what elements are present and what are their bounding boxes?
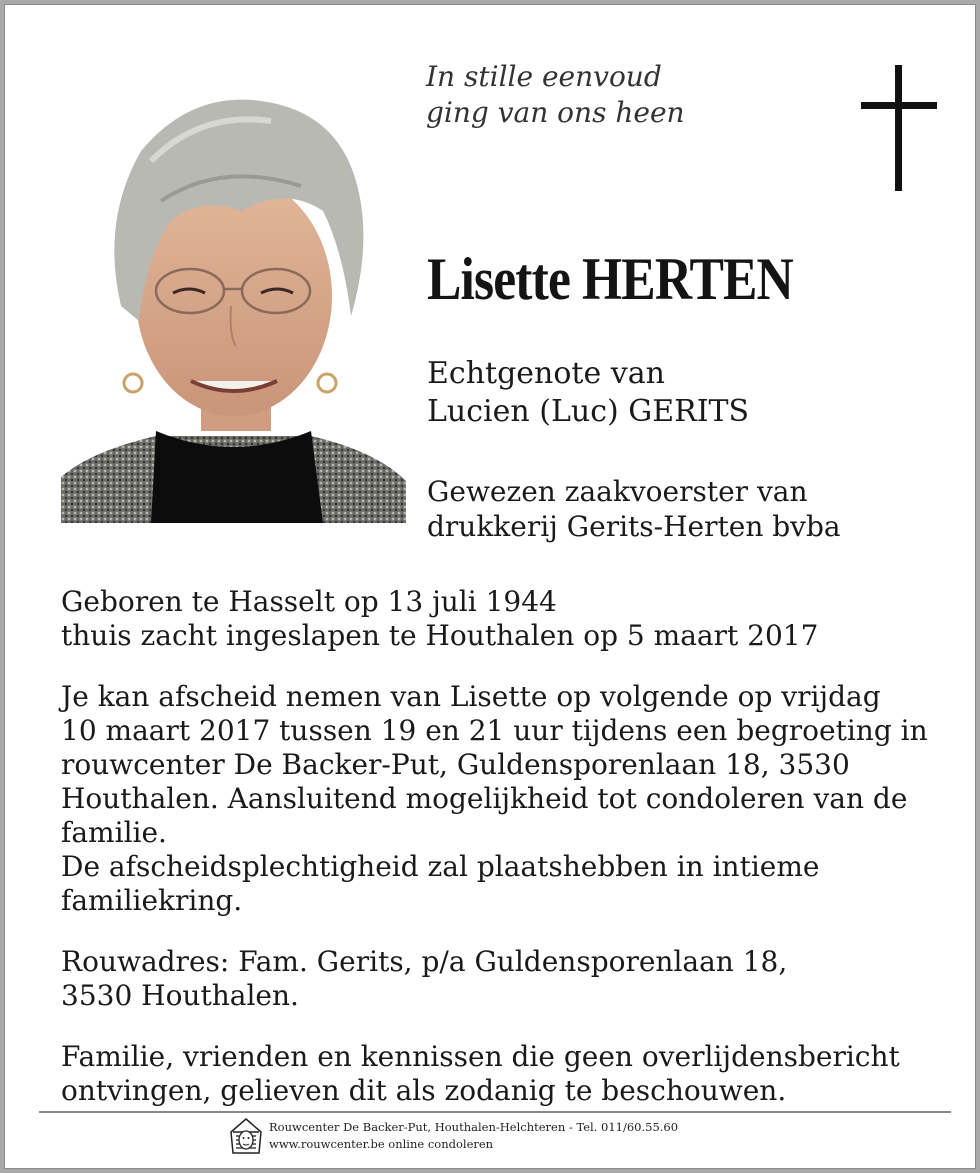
- footer-divider: [39, 1111, 951, 1113]
- occupation-line-1: Gewezen zaakvoerster van: [427, 475, 808, 508]
- occupation-block: [427, 474, 841, 544]
- closing-line: Familie, vrienden en kennissen die geen overlijdensbericht: [61, 1040, 900, 1073]
- farewell-line: familiekring.: [61, 884, 243, 917]
- spouse-line-2: Lucien (Luc) GERITS: [427, 394, 750, 429]
- portrait-photo: [61, 91, 406, 523]
- funeral-home-line: Rouwcenter De Backer-Put, Houthalen-Helchteren - Tel. 011/60.55.60: [269, 1120, 679, 1134]
- farewell-line: familie.: [61, 816, 167, 849]
- intro-verse: [426, 59, 685, 131]
- farewell-line: Houthalen. Aansluitend mogelijkheid tot condoleren van de: [61, 782, 908, 815]
- intro-line-2: ging van ons heen: [426, 96, 685, 129]
- farewell-line: 10 maart 2017 tussen 19 en 21 uur tijdens een begroeting in: [61, 714, 928, 747]
- farewell-paragraph: [61, 680, 941, 918]
- occupation-line-2: drukkerij Gerits-Herten bvba: [427, 510, 841, 543]
- birth-death-paragraph: [61, 585, 941, 653]
- birth-line: Geboren te Hasselt op 13 juli 1944: [61, 585, 557, 618]
- latin-cross-icon: [861, 65, 937, 191]
- intro-line-1: In stille eenvoud: [426, 60, 662, 93]
- address-line: Rouwadres: Fam. Gerits, p/a Guldensporenlaan 18,: [61, 945, 788, 978]
- death-line: thuis zacht ingeslapen te Houthalen op 5 maart 2017: [61, 619, 819, 652]
- spouse-line-1: Echtgenote van: [427, 356, 665, 391]
- footer-text: [269, 1119, 678, 1153]
- spouse-block: [427, 355, 749, 431]
- mourning-address-paragraph: [61, 945, 941, 1013]
- closing-paragraph: [61, 1040, 941, 1108]
- obituary-card: [4, 4, 976, 1169]
- portrait-illustration: [61, 91, 406, 523]
- pharaoh-head-logo-icon: [229, 1118, 263, 1154]
- farewell-line: De afscheidsplechtigheid zal plaatshebben in intieme: [61, 850, 820, 883]
- farewell-line: rouwcenter De Backer-Put, Guldensporenlaan 18, 3530: [61, 748, 850, 781]
- address-line: 3530 Houthalen.: [61, 979, 299, 1012]
- website-link[interactable]: www.rouwcenter.be online condoleren: [269, 1137, 494, 1151]
- farewell-line: Je kan afscheid nemen van Lisette op volgende op vrijdag: [61, 680, 881, 713]
- deceased-name: Lisette HERTEN: [427, 246, 793, 312]
- closing-line: ontvingen, gelieven dit als zodanig te beschouwen.: [61, 1074, 787, 1107]
